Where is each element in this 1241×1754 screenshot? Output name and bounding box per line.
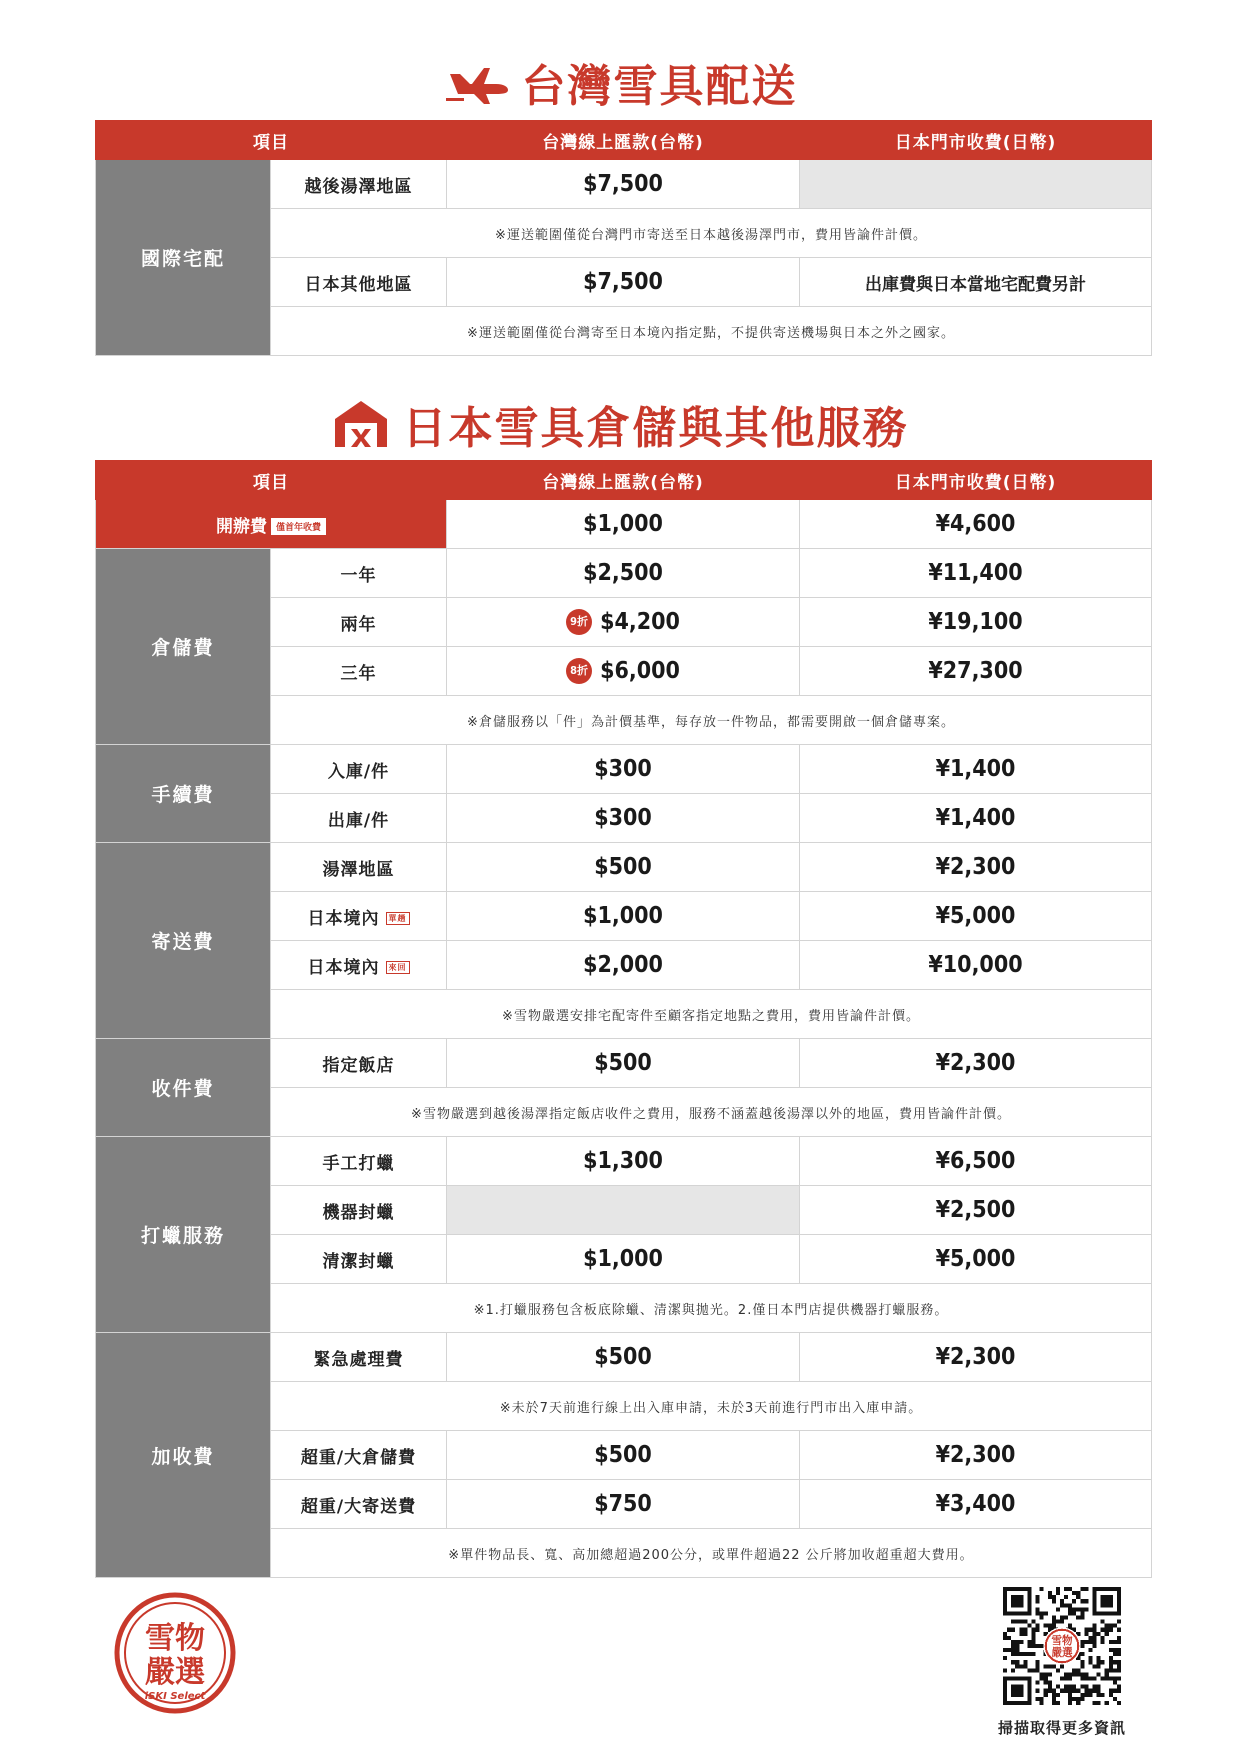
category-surcharge: 加收費 [96, 1333, 271, 1578]
row-jpy: ¥10,000 [800, 941, 1152, 990]
table-row [96, 745, 1152, 794]
delivery-table [95, 120, 1152, 356]
row-note: ※雪物嚴選到越後湯澤指定飯店收件之費用，服務不涵蓋越後湯澤以外的地區，費用皆論件計價。 [271, 1088, 1152, 1137]
row-item: 超重/大倉儲費 [271, 1431, 447, 1480]
row-jpy: ¥2,300 [800, 1333, 1152, 1382]
row-item: 緊急處理費 [271, 1333, 447, 1382]
discount-badge: 9折 [566, 609, 592, 635]
row-item: 越後湯澤地區 [271, 160, 447, 209]
qr-code[interactable] [1003, 1587, 1121, 1705]
qr-badge-line2: 嚴選 [1051, 1647, 1073, 1660]
row-twd: $500 [447, 843, 800, 892]
header-item: 項目 [96, 121, 447, 160]
row-note: ※1.打蠟服務包含板底除蠟、清潔與拋光。2.僅日本門店提供機器打蠟服務。 [271, 1284, 1152, 1333]
category-handling: 手續費 [96, 745, 271, 843]
row-jpy: ¥6,500 [800, 1137, 1152, 1186]
row-twd: $500 [447, 1333, 800, 1382]
category-pickup: 收件費 [96, 1039, 271, 1137]
warehouse-icon [333, 399, 389, 449]
round-trip-tag: 來回 [386, 961, 410, 974]
section2-title: 日本雪具倉儲與其他服務 [402, 403, 909, 454]
row-item: 日本其他地區 [271, 258, 447, 307]
row-jpy: ¥19,100 [800, 598, 1152, 647]
row-twd [447, 598, 800, 647]
row-item: 機器封蠟 [271, 1186, 447, 1235]
price-value: $4,200 [600, 608, 680, 635]
row-twd: $7,500 [447, 160, 800, 209]
row-item: 出庫/件 [271, 794, 447, 843]
table-header-row [96, 461, 1152, 500]
row-twd: $1,000 [447, 892, 800, 941]
logo-subtitle: iSKI Select [144, 1691, 206, 1702]
row-item: 兩年 [271, 598, 447, 647]
row-item [271, 941, 447, 990]
row-note: ※運送範圍僅從台灣寄至日本境內指定點，不提供寄送機場與日本之外之國家。 [271, 307, 1152, 356]
row-jpy: ¥1,400 [800, 794, 1152, 843]
row-jpy: ¥2,300 [800, 843, 1152, 892]
section2-heading [0, 396, 1241, 452]
row-note: ※運送範圍僅從台灣門市寄送至日本越後湯澤門市，費用皆論件計價。 [271, 209, 1152, 258]
table-row [96, 1333, 1152, 1382]
row-jpy: ¥3,400 [800, 1480, 1152, 1529]
opening-fee-row [96, 500, 1152, 549]
row-item: 三年 [271, 647, 447, 696]
header-twd: 台灣線上匯款(台幣) [447, 121, 800, 160]
qr-caption: 掃描取得更多資訊 [997, 1719, 1126, 1737]
row-jpy: ¥5,000 [800, 892, 1152, 941]
table-row [96, 1137, 1152, 1186]
airplane-icon [444, 60, 514, 104]
row-note: ※單件物品長、寬、高加總超過200公分，或單件超過22 公斤將加收超重超大費用。 [271, 1529, 1152, 1578]
row-twd: $750 [447, 1480, 800, 1529]
row-jpy: 出庫費與日本當地宅配費另計 [800, 258, 1152, 307]
one-way-tag: 單趟 [386, 912, 410, 925]
opening-fee-label [96, 500, 447, 549]
row-item: 湯澤地區 [271, 843, 447, 892]
category-storage: 倉儲費 [96, 549, 271, 745]
table-row [96, 549, 1152, 598]
row-twd: $500 [447, 1431, 800, 1480]
item-label: 日本境內 [307, 908, 380, 929]
section1-title: 台灣雪具配送 [521, 61, 798, 112]
row-twd: $7,500 [447, 258, 800, 307]
row-item: 清潔封蠟 [271, 1235, 447, 1284]
row-twd: $2,500 [447, 549, 800, 598]
row-twd-empty [447, 1186, 800, 1235]
logo-line2: 嚴選 [145, 1655, 205, 1690]
row-jpy: ¥11,400 [800, 549, 1152, 598]
row-note: ※雪物嚴選安排宅配寄件至顧客指定地點之費用，費用皆論件計價。 [271, 990, 1152, 1039]
qr-badge-line1: 雪物 [1051, 1634, 1073, 1647]
row-item: 入庫/件 [271, 745, 447, 794]
item-label: 日本境內 [307, 957, 380, 978]
row-jpy-empty [800, 160, 1152, 209]
row-twd: $1,000 [447, 1235, 800, 1284]
brand-logo [112, 1590, 238, 1716]
row-twd: $2,000 [447, 941, 800, 990]
row-twd: $1,300 [447, 1137, 800, 1186]
row-twd: $300 [447, 794, 800, 843]
row-item [271, 892, 447, 941]
row-jpy: ¥27,300 [800, 647, 1152, 696]
row-item: 超重/大寄送費 [271, 1480, 447, 1529]
row-note: ※倉儲服務以「件」為計價基準，每存放一件物品，都需要開啟一個倉儲專案。 [271, 696, 1152, 745]
opening-fee-text: 開辦費 [215, 516, 267, 537]
row-twd: $300 [447, 745, 800, 794]
table-header-row [96, 121, 1152, 160]
header-twd: 台灣線上匯款(台幣) [447, 461, 800, 500]
row-note: ※未於7天前進行線上出入庫申請，未於3天前進行門市出入庫申請。 [271, 1382, 1152, 1431]
row-twd [447, 647, 800, 696]
category-shipping: 寄送費 [96, 843, 271, 1039]
row-jpy: ¥4,600 [800, 500, 1152, 549]
row-jpy: ¥2,300 [800, 1431, 1152, 1480]
section1-heading [0, 56, 1241, 112]
price-value: $6,000 [600, 657, 680, 684]
row-item: 手工打蠟 [271, 1137, 447, 1186]
category-international: 國際宅配 [96, 160, 271, 356]
row-jpy: ¥5,000 [800, 1235, 1152, 1284]
row-item: 指定飯店 [271, 1039, 447, 1088]
category-wax: 打蠟服務 [96, 1137, 271, 1333]
table-row [96, 160, 1152, 209]
row-twd: $500 [447, 1039, 800, 1088]
row-item: 一年 [271, 549, 447, 598]
storage-services-table [95, 460, 1152, 1578]
logo-line1: 雪物 [145, 1621, 205, 1656]
discount-badge: 8折 [566, 658, 592, 684]
header-jpy: 日本門市收費(日幣) [800, 461, 1152, 500]
row-jpy: ¥2,500 [800, 1186, 1152, 1235]
row-jpy: ¥2,300 [800, 1039, 1152, 1088]
header-item: 項目 [96, 461, 447, 500]
row-jpy: ¥1,400 [800, 745, 1152, 794]
header-jpy: 日本門市收費(日幣) [800, 121, 1152, 160]
first-year-tag: 僅首年收費 [271, 518, 326, 535]
table-row [96, 1039, 1152, 1088]
row-twd: $1,000 [447, 500, 800, 549]
table-row [96, 843, 1152, 892]
